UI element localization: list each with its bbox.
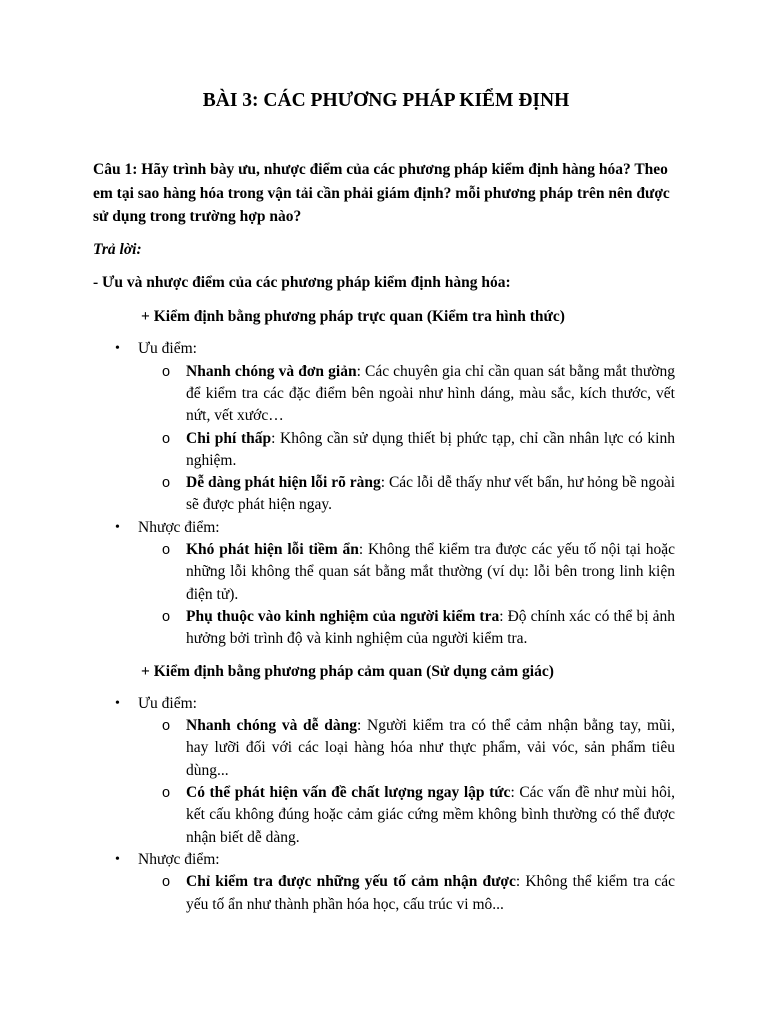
item-description: : Các chuyên gia chỉ cần quan sát bằng mắt thường để kiểm tra các đặc điểm bên ngoài như hình dáng, màu sắc, kích thước, vết nứt, vết xước…: [186, 362, 675, 425]
item-description: : Không cần sử dụng thiết bị phức tạp, chỉ cần nhân lực có kinh nghiệm.: [186, 429, 675, 469]
circle-bullet-icon: o: [162, 430, 171, 447]
list-item: [93, 715, 675, 782]
item-term: Nhanh chóng và dễ dàng: [186, 717, 357, 735]
item-term: Có thể phát hiện vấn đề chất lượng ngay lập tức: [186, 784, 511, 802]
circle-bullet-icon: o: [162, 608, 171, 625]
bullet-icon: •: [115, 695, 120, 711]
list-item: [93, 361, 675, 428]
item-description: : Không thể kiểm tra các yếu tố ẩn như thành phần hóa học, cấu trúc vi mô...: [186, 873, 676, 913]
item-term: Chi phí thấp: [186, 429, 272, 447]
method-heading: + Kiểm định bằng phương pháp cảm quan (Sử dụng cảm giác): [141, 662, 554, 680]
item-description: : Độ chính xác có thể bị ảnh hưởng bởi trình độ và kinh nghiệm của người kiểm tra.: [186, 607, 675, 648]
item-description: : Không thể kiểm tra được các yếu tố nội tại hoặc những lỗi không thể quan sát bằng mắt thường (ví dụ: lỗi bên trong linh kiện điện tử).: [186, 541, 676, 603]
item-term: Khó phát hiện lỗi tiềm ẩn: [186, 541, 359, 559]
circle-bullet-icon: o: [162, 542, 171, 559]
circle-bullet-icon: o: [162, 363, 171, 380]
list-item: [93, 539, 675, 606]
question-text: Câu 1: Hãy trình bày ưu, nhược điểm của các phương pháp kiểm định hàng hóa? Theo em tại sao hàng hóa trong vận tải cần phải giám định? mỗi phương pháp trên nên được sử dụng trong trường hợp nào?: [93, 161, 670, 225]
bullet-icon: •: [115, 851, 120, 867]
cons-bullet: [93, 849, 675, 871]
circle-bullet-icon: o: [162, 475, 171, 492]
cons-bullet: [93, 517, 675, 539]
item-term: Nhanh chóng và đơn giản: [186, 362, 357, 380]
bullet-icon: •: [115, 519, 120, 535]
method-heading: + Kiểm định bằng phương pháp trực quan (Kiểm tra hình thức): [141, 308, 565, 326]
item-term: Phụ thuộc vào kinh nghiệm của người kiểm tra: [186, 607, 500, 625]
list-item: [93, 606, 675, 651]
circle-bullet-icon: o: [162, 785, 171, 802]
item-description: : Các vấn đề như mùi hôi, kết cấu không đúng hoặc cảm giác cứng mềm không bình thường có thể được nhận biết dễ dàng.: [186, 784, 676, 846]
document-title: BÀI 3: CÁC PHƯƠNG PHÁP KIỂM ĐỊNH: [202, 90, 570, 111]
bullet-icon: •: [115, 341, 120, 357]
cons-label: Nhược điểm:: [138, 518, 220, 536]
list-item: [93, 782, 675, 849]
item-description: : Các lỗi dễ thấy như vết bẩn, hư hỏng bề ngoài sẽ được phát hiện ngay.: [186, 474, 676, 514]
section-heading: - Ưu và nhược điểm của các phương pháp kiểm định hàng hóa:: [93, 273, 511, 291]
item-term: Dễ dàng phát hiện lỗi rõ ràng: [186, 474, 381, 492]
item-term: Chỉ kiểm tra được những yếu tố cảm nhận được: [186, 873, 516, 891]
list-item: [93, 871, 675, 916]
list-item: [93, 428, 675, 473]
pros-label: Ưu điểm:: [138, 694, 197, 712]
pros-label: Ưu điểm:: [138, 340, 197, 358]
cons-label: Nhược điểm:: [138, 850, 220, 868]
pros-bullet: [93, 338, 675, 360]
circle-bullet-icon: o: [162, 718, 171, 735]
pros-bullet: [93, 693, 675, 715]
answer-label: Trả lời:: [93, 240, 142, 258]
document-page: [93, 88, 675, 916]
circle-bullet-icon: o: [162, 874, 171, 891]
item-description: : Người kiểm tra có thể cảm nhận bằng tay, mũi, hay lưỡi đối với các loại hàng hóa như thực phẩm, vải vóc, sản phẩm tiêu dùng...: [186, 717, 675, 779]
list-item: [93, 472, 675, 517]
